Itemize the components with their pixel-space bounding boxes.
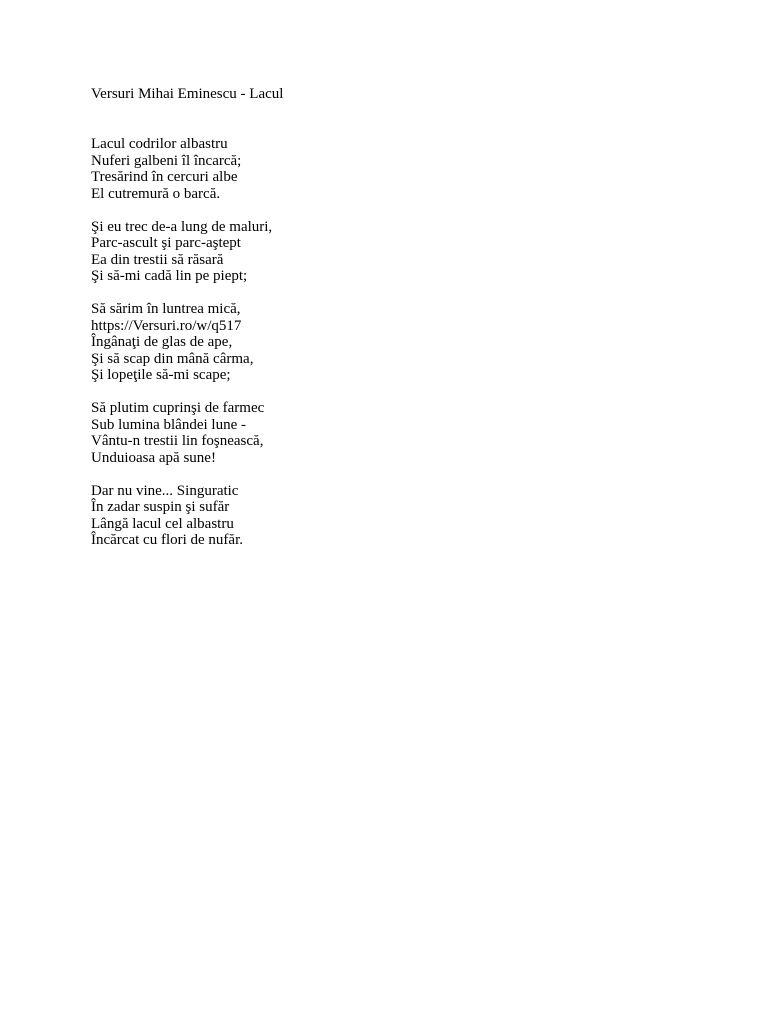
poem-body	[91, 136, 272, 565]
poem-line: Sub lumina blândei lune -	[91, 416, 246, 433]
source-link[interactable]: https://Versuri.ro/w/q517	[91, 317, 242, 334]
poem-line: El cutremură o barcă.	[91, 185, 221, 202]
stanza-1	[91, 136, 272, 202]
poem-line: Parc-ascult şi parc-aştept	[91, 235, 241, 251]
poem-line: Dar nu vine... Singuratic	[91, 482, 239, 499]
poem-line: Să sărim în luntrea mică,	[91, 301, 241, 317]
stanza-4	[91, 400, 272, 466]
poem-line: Şi lopeţile să-mi scape;	[91, 367, 231, 383]
poem-line: Încărcat cu flori de nufăr.	[91, 532, 243, 548]
poem-line: Îngânaţi de glas de ape,	[91, 334, 233, 350]
poem-line: Lângă lacul cel albastru	[91, 515, 234, 532]
poem-line: Să plutim cuprinşi de farmec	[91, 400, 265, 416]
poem-line: În zadar suspin şi sufăr	[91, 499, 230, 515]
poem-line: Unduioasa apă sune!	[91, 449, 216, 466]
poem-line: Şi să-mi cadă lin pe piept;	[91, 268, 248, 284]
poem-line: Şi să scap din mână cârma,	[91, 350, 254, 367]
poem-line: Ea din trestii să răsară	[91, 251, 224, 268]
poem-line: Lacul codrilor albastru	[91, 136, 228, 152]
document-title: Versuri Mihai Eminescu - Lacul	[91, 86, 284, 102]
poem-line: Nuferi galbeni îl încarcă;	[91, 152, 242, 169]
poem-line: Şi eu trec de-a lung de maluri,	[91, 218, 273, 235]
stanza-3	[91, 301, 272, 384]
stanza-5	[91, 483, 272, 549]
poem-line: Vântu-n trestii lin foşnească,	[91, 433, 264, 449]
poem-line: Tresărind în cercuri albe	[91, 169, 238, 185]
stanza-2	[91, 219, 272, 285]
